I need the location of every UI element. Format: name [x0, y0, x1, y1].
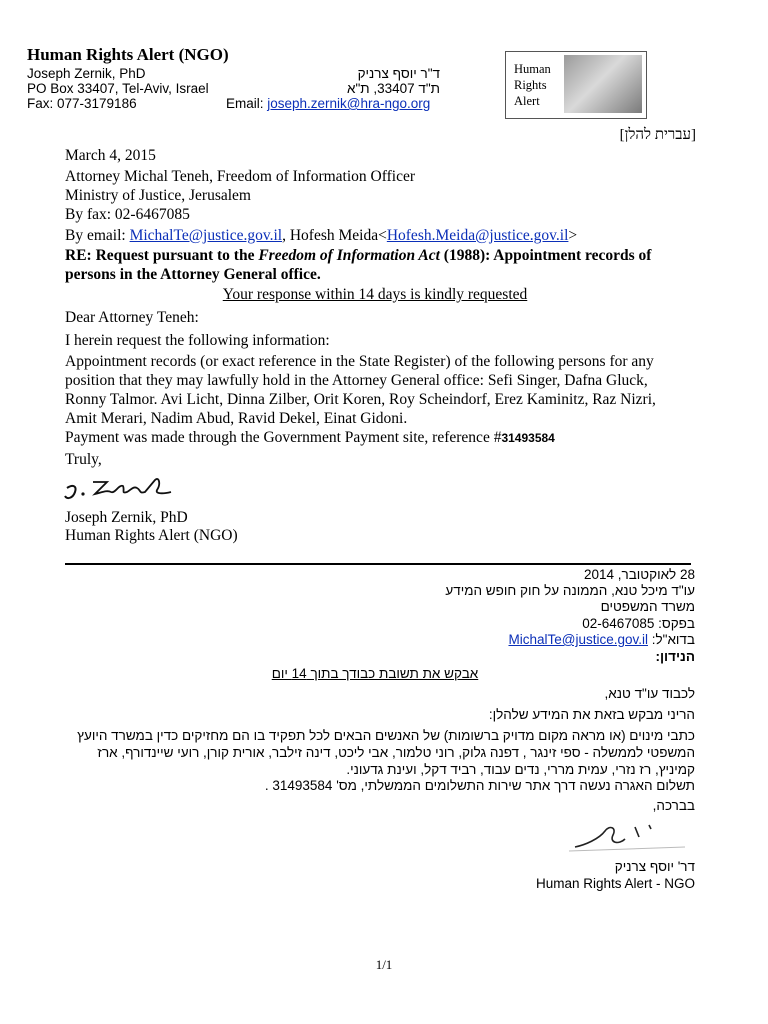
hebrew-signature-image [565, 817, 690, 857]
addressee-line: Ministry of Justice, Jerusalem [65, 187, 251, 204]
hebrew-fax: בפקס: 02-6467085 [582, 616, 695, 631]
logo-photo [564, 55, 642, 113]
response-request: Your response within 14 days is kindly requested [222, 286, 528, 303]
addressee-email-line [65, 226, 577, 245]
request-intro: I herein request the following information: [65, 332, 330, 349]
hebrew-email-label: בדוא"ל: [648, 632, 695, 647]
hebrew-ministry: משרד המשפטים [600, 599, 695, 614]
hebrew-salutation: לכבוד עו"ד טנא, [604, 686, 695, 701]
salutation: Dear Attorney Teneh: [65, 309, 199, 326]
body-paragraph: Appointment records (or exact reference in the State Register) of the following persons for any position that they may lawfully hold in the Attorney General office: Sefi Singer, Dafna Gluck, Ronny Talmor. Avi Licht, Dinna Zilber, Orit Koren, Roy Scheindorf, Erez Kaminitz, Raz Nizri, Amit Merari, Nadim Abud, Ravid Dekel, Einat Gidoni. [65, 353, 656, 427]
signer-name: Joseph Zernik, PhD [65, 509, 188, 526]
org-logo [505, 51, 647, 119]
signature-image [63, 474, 175, 506]
sender-name-hebrew: ד"ר יוסף צרניק [357, 66, 440, 81]
logo-word: Human [514, 62, 551, 76]
hebrew-addressee: עו"ד מיכל טנא, הממונה על חוק חופש המידע [445, 583, 695, 598]
sender-email-label: Email: [226, 96, 268, 111]
closing: Truly, [65, 451, 102, 468]
logo-text [514, 61, 551, 109]
sender-name: Joseph Zernik, PhD [27, 66, 146, 81]
payment-text: Payment was made through the Government Payment site, reference # [65, 429, 502, 446]
signer-org: Human Rights Alert (NGO) [65, 527, 238, 544]
section-divider [65, 563, 691, 565]
subject-act: Freedom of Information Act [258, 247, 440, 264]
hebrew-payment-line: תשלום האגרה נעשה דרך אתר שירות התשלומים הממשלתי, מס' 31493584 . [264, 778, 695, 793]
subject-suffix: (1988): Appointment records of persons in the Attorney General office. [65, 247, 652, 283]
page-number: 1/1 [375, 957, 393, 972]
hebrew-date: 28 לאוקטובר, 2014 [583, 567, 695, 582]
hebrew-signer-name: דר' יוסף צרניק [614, 859, 695, 874]
hebrew-below-note: [עברית להלן] [619, 127, 696, 143]
sender-email-link[interactable]: joseph.zernik@hra-ngo.org [267, 96, 431, 111]
logo-word: Alert [514, 94, 540, 108]
sender-fax: Fax: 077-3179186 [27, 96, 137, 111]
email-suffix: > [568, 227, 578, 244]
sender-address: PO Box 33407, Tel-Aviv, Israel [27, 81, 209, 96]
email-middle: , Hofesh Meida< [282, 227, 387, 244]
logo-word: Rights [514, 78, 547, 92]
subject-prefix: RE: Request pursuant to the [65, 247, 259, 264]
sender-address-hebrew: ת"ד 33407, ת"א [346, 81, 440, 96]
hebrew-body-paragraph: כתבי מינוים (או מראה מקום מדויק ברשומות) של האנשים הבאים לכל תפקיד בו הם מחזיקים כדין במשרד היועץ המשפטי לממשלה - ספי זינגר , דפנה גלוק, רוני טלמור, אבי ליכט, דינה זילבר, אורית קורן, רועי שיינדורף, ארז קמיניץ, רז נזרי, עמית מררי, נדים עבוד, רביד דקל, ועינת גדעוני. [77, 728, 695, 777]
hebrew-subject: הנידון: [655, 649, 695, 664]
letter-date: March 4, 2015 [65, 147, 156, 164]
payment-reference: 31493584 [501, 431, 555, 445]
email-prefix: By email: [65, 227, 130, 244]
hebrew-email-line [508, 631, 695, 648]
org-name: Human Rights Alert (NGO) [27, 45, 229, 64]
hebrew-response-request: אבקש את תשובת כבודך בתוך 14 יום [271, 666, 479, 681]
addressee-fax: By fax: 02-6467085 [65, 206, 190, 223]
hebrew-email-link[interactable]: MichalTe@justice.gov.il [508, 632, 648, 647]
addressee-line: Attorney Michal Teneh, Freedom of Information Officer [65, 168, 415, 185]
email-link-michal[interactable]: MichalTe@justice.gov.il [129, 227, 283, 244]
payment-line [65, 428, 555, 448]
hebrew-signer-org: Human Rights Alert - NGO [535, 876, 695, 891]
email-link-hofesh[interactable]: Hofesh.Meida@justice.gov.il [386, 227, 569, 244]
subject-line [65, 246, 690, 284]
hebrew-closing: בברכה, [652, 798, 695, 813]
hebrew-request-intro: הריני מבקש בזאת את המידע שלהלן: [488, 707, 695, 722]
sender-email-line [226, 96, 430, 111]
